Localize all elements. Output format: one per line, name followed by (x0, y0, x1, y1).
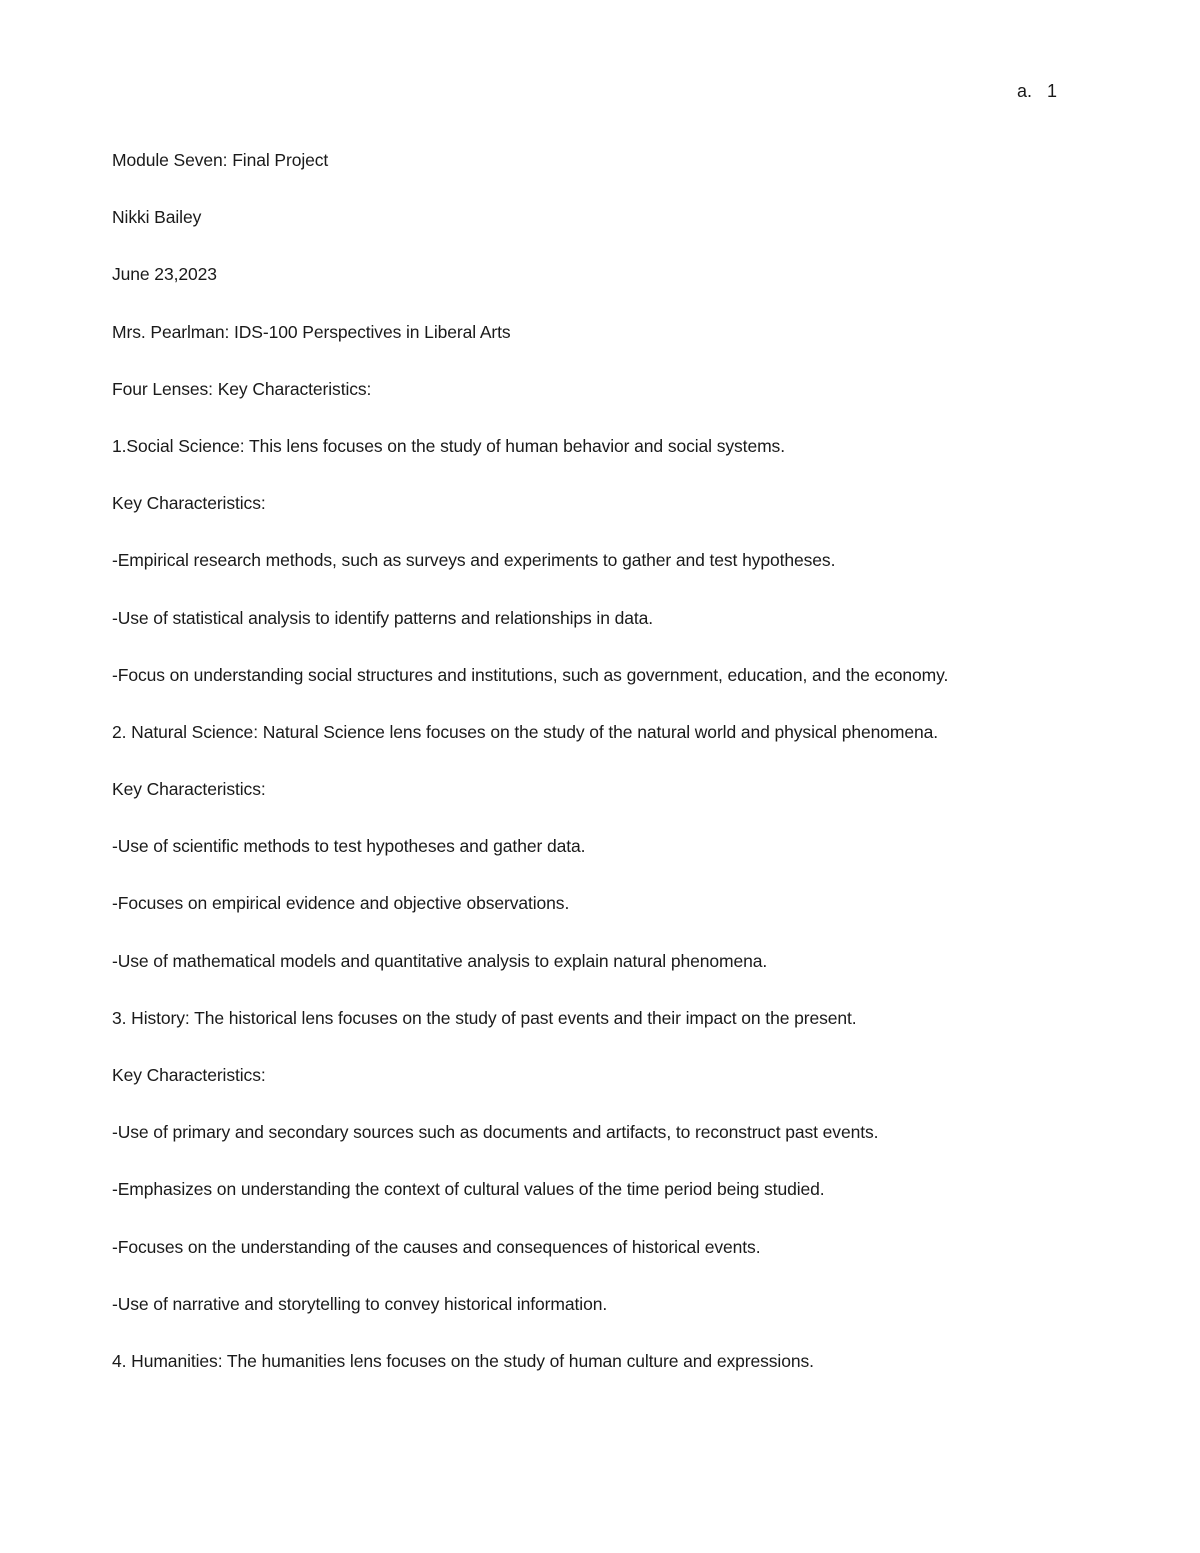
list-item: -Focuses on the understanding of the causes and consequences of historical events. (112, 1236, 761, 1257)
document-body (112, 148, 1092, 1406)
key-characteristics-label: Key Characteristics: (112, 779, 266, 800)
list-item: -Use of statistical analysis to identify patterns and relationships in data. (112, 607, 654, 628)
lens-heading-social-science: 1.Social Science: This lens focuses on the study of human behavior and social systems. (112, 435, 785, 456)
document-title: Module Seven: Final Project (112, 150, 329, 170)
list-item: -Use of narrative and storytelling to convey historical information. (112, 1293, 608, 1314)
course-info: Mrs. Pearlman: IDS-100 Perspectives in Liberal Arts (112, 321, 511, 342)
list-item: -Emphasizes on understanding the context of cultural values of the time period being studied. (112, 1179, 825, 1200)
key-characteristics-label: Key Characteristics: (112, 1065, 266, 1085)
list-item: -Use of mathematical models and quantitative analysis to explain natural phenomena. (112, 950, 768, 971)
list-item: -Use of primary and secondary sources such as documents and artifacts, to reconstruct past events. (112, 1122, 879, 1143)
lens-heading-natural-science: 2. Natural Science: Natural Science lens focuses on the study of the natural world and physical phenomena. (112, 721, 939, 742)
lens-heading-humanities: 4. Humanities: The humanities lens focuses on the study of human culture and expressions. (112, 1350, 814, 1371)
list-item: -Empirical research methods, such as surveys and experiments to gather and test hypotheses. (112, 550, 836, 571)
section-heading: Four Lenses: Key Characteristics: (112, 378, 372, 399)
list-item: -Focuses on empirical evidence and objective observations. (112, 893, 570, 914)
list-item: -Focus on understanding social structures and institutions, such as government, education, and the economy. (112, 664, 949, 685)
lens-heading-history: 3. History: The historical lens focuses on the study of past events and their impact on the present. (112, 1007, 857, 1028)
key-characteristics-label: Key Characteristics: (112, 493, 266, 514)
list-item: -Use of scientific methods to test hypotheses and gather data. (112, 836, 586, 857)
page-number: a. 1 (1016, 81, 1057, 101)
author-name: Nikki Bailey (112, 207, 202, 228)
document-date: June 23,2023 (112, 264, 217, 285)
